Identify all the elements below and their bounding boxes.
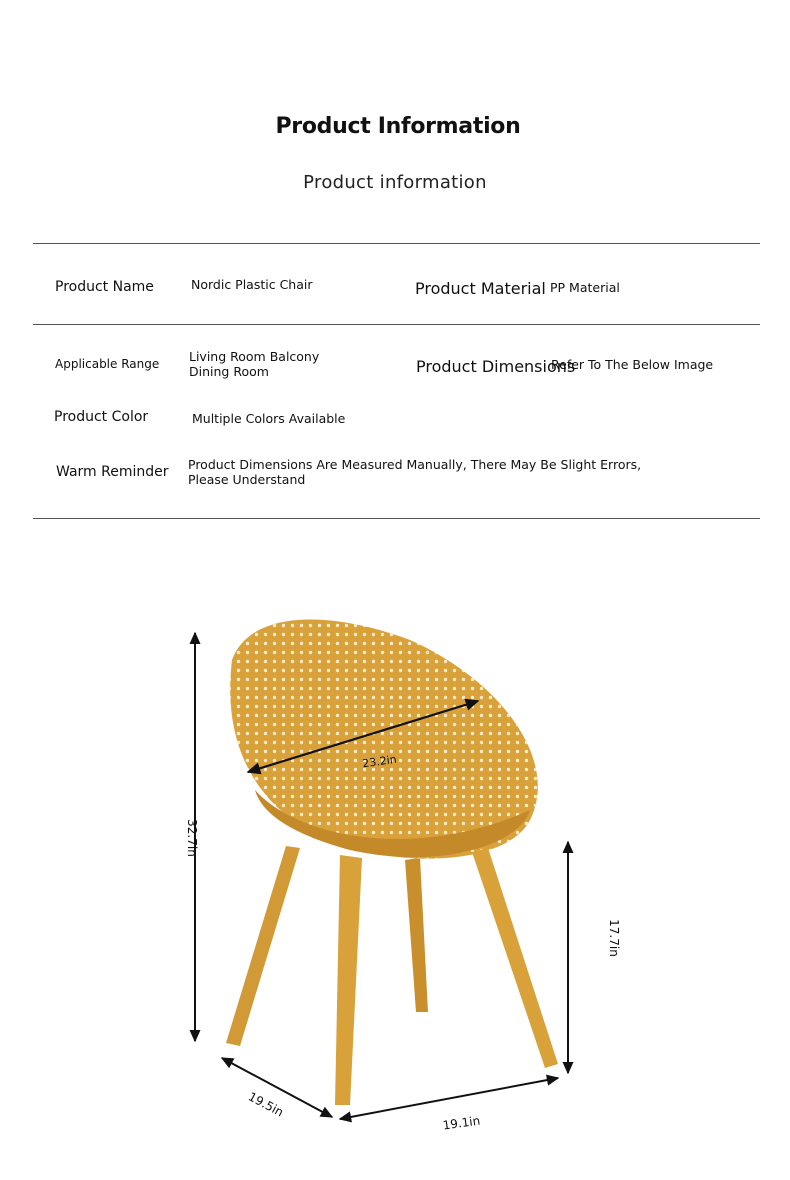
applicable-range-label: Applicable Range (55, 357, 160, 371)
page-subtitle: Product information (303, 172, 487, 193)
product-name-value: Nordic Plastic Chair (191, 277, 313, 292)
width-arrow (340, 1078, 558, 1119)
product-color-label: Product Color (54, 409, 149, 425)
applicable-range-line: Dining Room (189, 364, 269, 379)
product-color-value: Multiple Colors Available (192, 411, 346, 426)
applicable-range-line: Living Room Balcony (189, 349, 320, 364)
product-dimensions-value: Refer To The Below Image (551, 357, 714, 372)
width-label: 19.1in (441, 1113, 482, 1133)
total-height-label: 32.7in (185, 819, 199, 857)
product-material-label: Product Material (415, 279, 546, 298)
page-title: Product Information (275, 114, 521, 139)
warm-reminder-line: Product Dimensions Are Measured Manually, There May Be Slight Errors, (188, 457, 642, 472)
product-material-value: PP Material (550, 280, 620, 295)
depth-label: 19.5in (245, 1089, 286, 1120)
seat-width-label: 23.2in (361, 752, 398, 771)
warm-reminder-label: Warm Reminder (56, 464, 169, 480)
product-dimensions-label: Product Dimensions (416, 357, 576, 376)
warm-reminder-line: Please Understand (188, 472, 306, 487)
product-name-label: Product Name (55, 279, 154, 295)
chair-shell (230, 620, 538, 859)
chair-illustration (226, 620, 558, 1105)
seat-height-label: 17.7in (607, 919, 621, 957)
